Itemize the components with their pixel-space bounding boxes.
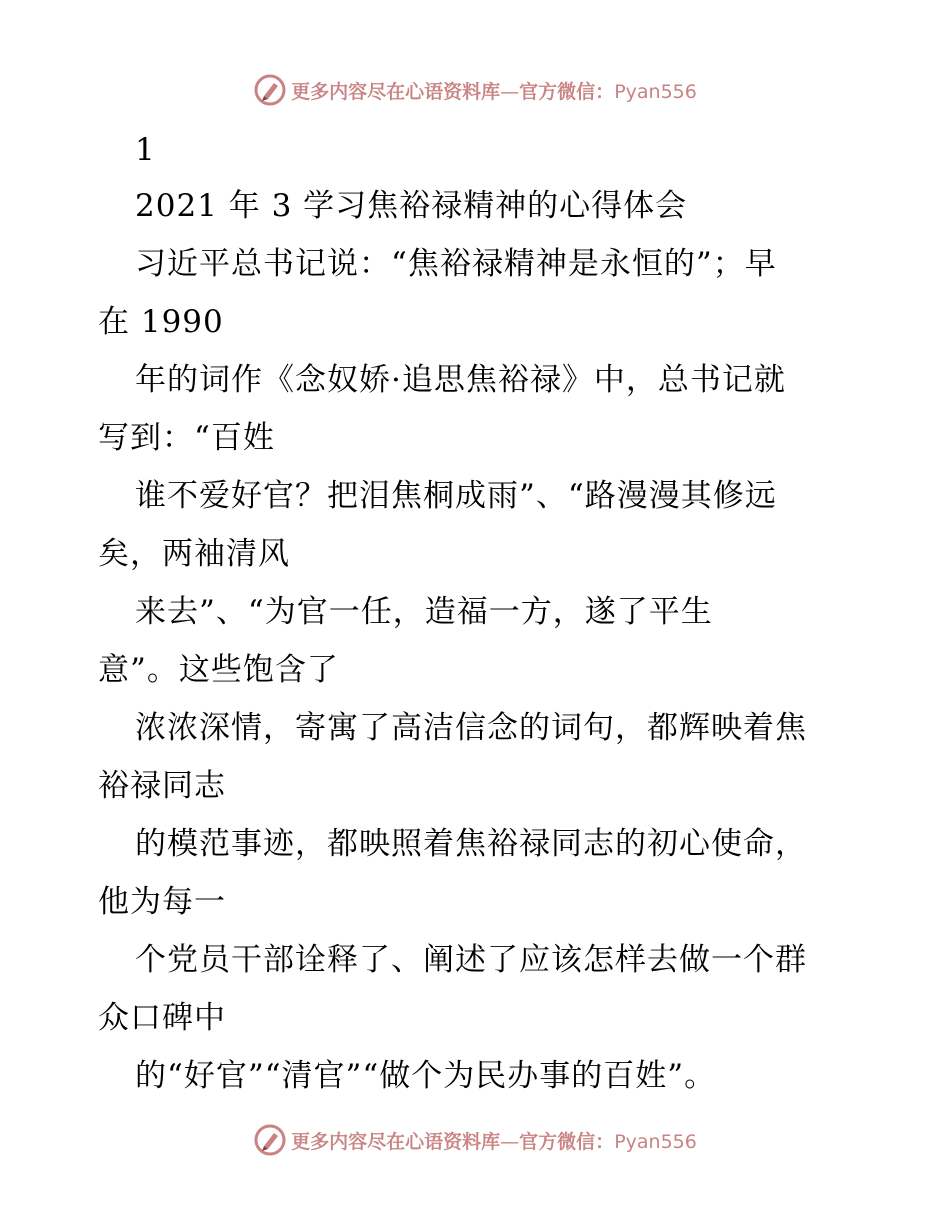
paragraph-line: 的“好官”“清官”“做个为民办事的百姓”。 xyxy=(135,1058,717,1094)
paragraph-line: 写到：“百姓 xyxy=(98,420,275,456)
watermark-text: 更多内容尽在心语资料库—官方微信：Pyan556 xyxy=(291,1130,697,1153)
pen-logo-icon xyxy=(253,1123,287,1157)
watermark-banner-bottom xyxy=(0,1120,950,1160)
paragraph-line: 浓浓深情，寄寓了高洁信念的词句，都辉映着焦 xyxy=(135,710,807,746)
paragraph-line: 意”。这些饱含了 xyxy=(98,652,339,688)
paragraph-line: 众口碑中 xyxy=(98,1000,226,1036)
page-number: 1 xyxy=(135,132,156,168)
paragraph-line: 来去”、“为官一任，造福一方，遂了平生 xyxy=(135,594,713,630)
pen-logo-icon xyxy=(253,73,287,107)
watermark-text: 更多内容尽在心语资料库—官方微信：Pyan556 xyxy=(291,80,697,103)
paragraph-line: 的模范事迹，都映照着焦裕禄同志的初心使命， xyxy=(135,826,807,862)
document-title: 2021 年 3 学习焦裕禄精神的心得体会 xyxy=(135,188,688,224)
paragraph-line: 年的词作《念奴娇·追思焦裕禄》中，总书记就 xyxy=(135,362,786,398)
paragraph-line: 习近平总书记说：“焦裕禄精神是永恒的”；早 xyxy=(135,246,777,282)
paragraph-line: 矣，两袖清风 xyxy=(98,536,290,572)
watermark-banner-top xyxy=(0,70,950,110)
paragraph-line: 他为每一 xyxy=(98,884,226,920)
paragraph-line: 裕禄同志 xyxy=(98,768,226,804)
paragraph-line: 个党员干部诠释了、阐述了应该怎样去做一个群 xyxy=(135,942,807,978)
paragraph-line: 谁不爱好官？把泪焦桐成雨”、“路漫漫其修远 xyxy=(135,478,777,514)
paragraph-line: 在 1990 xyxy=(98,304,224,340)
